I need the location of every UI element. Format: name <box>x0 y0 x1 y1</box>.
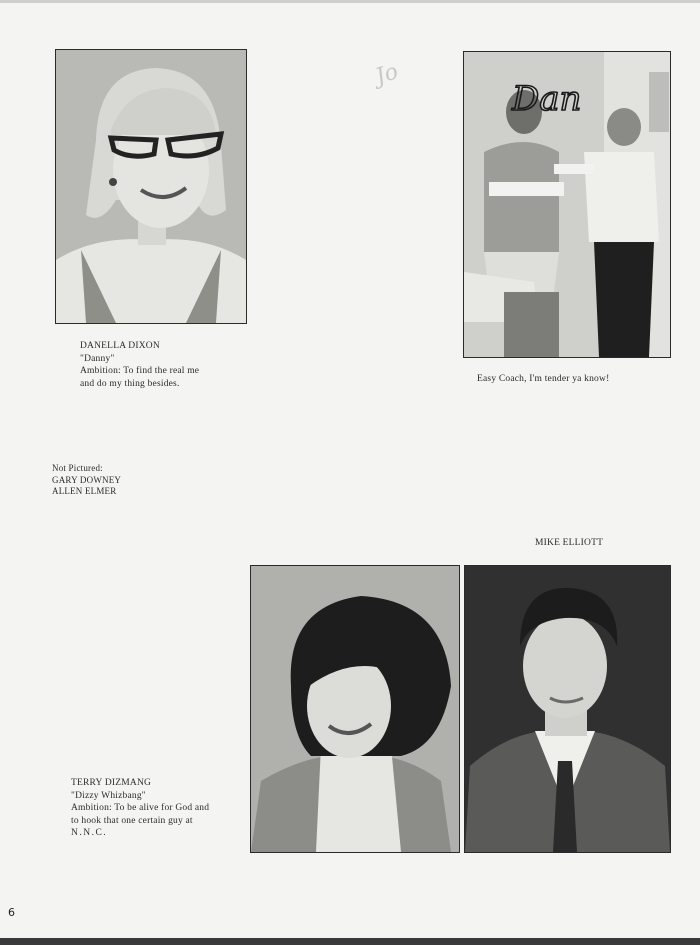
student-nickname: "Dizzy Whizbang" <box>71 790 146 801</box>
portrait-mike-elliott <box>464 565 671 853</box>
student-ambition-line: Ambition: To be alive for God and <box>71 803 210 813</box>
caption-candid-photo <box>477 373 609 386</box>
caption-terry-dizmang <box>71 777 209 840</box>
portrait-danella-dixon <box>55 49 247 324</box>
handwritten-name-on-photo: Dan <box>512 79 582 119</box>
not-pictured-heading: Not Pictured: <box>52 463 103 473</box>
page-bottom-edge <box>0 938 700 945</box>
student-nickname: "Danny" <box>80 353 115 364</box>
portrait-mike-illustration <box>465 566 670 852</box>
page-number: 6 <box>8 906 15 919</box>
student-name: DANELLA DIXON <box>80 341 160 351</box>
caption-danella-dixon <box>80 340 199 390</box>
student-ambition-line: Ambition: To find the real me <box>80 366 200 376</box>
student-ambition-line: to hook that one certain guy at <box>71 815 193 826</box>
pencil-handwriting: Jo <box>372 59 402 90</box>
portrait-terry-illustration <box>251 566 459 852</box>
student-ambition-line: and do my thing besides. <box>80 378 180 389</box>
student-name: MIKE ELLIOTT <box>535 538 604 548</box>
portrait-terry-dizmang <box>250 565 460 853</box>
student-ambition-line: N.N.C. <box>71 828 108 838</box>
student-name: TERRY DIZMANG <box>71 778 152 788</box>
candid-caption-text: Easy Coach, I'm tender ya know! <box>477 374 610 384</box>
candid-photo-coach <box>463 51 671 358</box>
portrait-danella-illustration <box>56 50 246 323</box>
candid-photo-illustration <box>464 52 670 357</box>
caption-mike-elliott <box>535 537 603 550</box>
page-top-edge <box>0 0 700 3</box>
not-pictured-list <box>52 463 121 498</box>
not-pictured-name: GARY DOWNEY <box>52 474 122 485</box>
not-pictured-name: ALLEN ELMER <box>52 486 117 496</box>
